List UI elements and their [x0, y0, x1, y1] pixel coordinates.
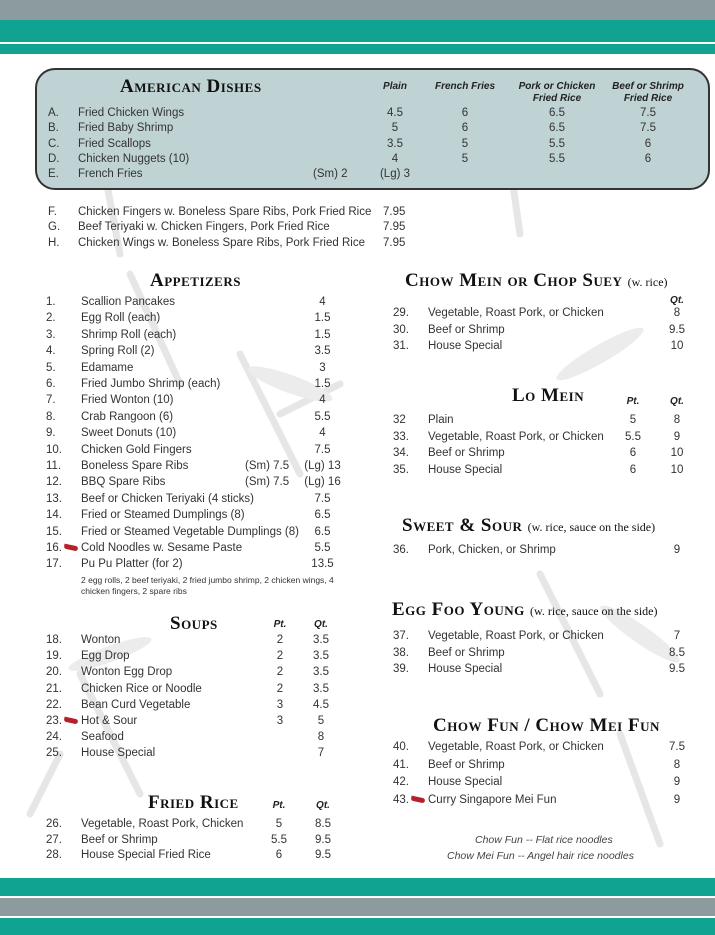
menu-price: 7.5: [314, 443, 331, 456]
menu-price: 7.95: [383, 206, 406, 218]
appetizers-title: Appetizers: [150, 270, 241, 291]
menu-row: [0, 237, 715, 253]
menu-price: 9.5: [669, 663, 685, 675]
menu-n: 12.: [46, 476, 62, 489]
menu-qt: 10: [670, 340, 684, 352]
menu-price: 9: [673, 776, 681, 788]
menu-row: [0, 122, 715, 138]
menu-name: Vegetable, Roast Pork, or Chicken: [428, 430, 604, 443]
menu-beef: 7.5: [640, 122, 656, 135]
col-pork-chicken: Pork or Chicken Fried Rice: [518, 81, 596, 104]
menu-name: House Special: [428, 340, 503, 352]
menu-name: Crab Rangoon (6): [81, 410, 174, 423]
menu-name: Chicken Fingers w. Boneless Spare Ribs, Pork Fried Rice: [78, 206, 372, 218]
menu-id: A.: [48, 107, 59, 119]
chowfun-title: Chow Fun / Chow Mei Fun: [433, 715, 660, 736]
menu-n: 10.: [46, 443, 62, 456]
menu-n: 16.: [46, 542, 78, 554]
menu-ff: 5: [461, 152, 469, 165]
menu-price: 5.5: [314, 410, 331, 423]
menu-n: 19.: [46, 650, 62, 663]
sweetsour-sub: (w. rice, sauce on the side): [527, 520, 656, 534]
menu-pt: 6: [629, 447, 637, 459]
menu-name: Fried Jumbo Shrimp (each): [81, 378, 221, 390]
menu-qt: 9.5: [315, 849, 331, 861]
menu-price: 7.95: [383, 236, 406, 249]
menu-name: Fried Scallops: [78, 137, 151, 150]
menu-name: House Special: [428, 776, 503, 788]
menu-qt: 3.5: [313, 666, 329, 679]
menu-pt: 3: [276, 698, 284, 711]
menu-pork: 6.5: [549, 122, 565, 135]
menu-n: 1.: [46, 296, 56, 308]
menu-row: [0, 558, 715, 574]
menu-pt: 2: [276, 634, 284, 646]
top-band-teal: [0, 20, 715, 42]
menu-pt: 3: [276, 715, 284, 727]
menu-row: [0, 683, 715, 699]
menu-qt: 8: [673, 414, 681, 426]
menu-name: Wonton: [81, 634, 121, 646]
menu-name: Bean Curd Vegetable: [81, 698, 191, 711]
menu-n: 15.: [46, 525, 62, 538]
menu-pt: 6: [275, 849, 283, 861]
menu-n: 39.: [393, 663, 409, 675]
menu-name: Pu Pu Platter (for 2): [81, 558, 183, 571]
menu-n: 23.: [46, 715, 78, 727]
menu-n: 33.: [393, 430, 409, 443]
menu-row: [0, 794, 715, 810]
menu-n: 2.: [46, 312, 56, 325]
menu-n: 35.: [393, 463, 409, 476]
menu-name: Wonton Egg Drop: [81, 666, 173, 679]
menu-qt: 8.5: [315, 818, 331, 830]
sweetsour-title-text: Sweet & Sour: [402, 515, 523, 536]
menu-name: Shrimp Roll (each): [81, 328, 177, 341]
menu-id: B.: [48, 122, 59, 135]
menu-id: C.: [48, 137, 60, 150]
top-band-stripe: [0, 42, 715, 54]
menu-plain: 4: [391, 152, 399, 165]
menu-qt: 10: [670, 463, 684, 476]
menu-pt: 5: [275, 818, 283, 830]
lomein-title: Lo Mein: [512, 385, 585, 406]
menu-name: Plain: [428, 414, 454, 426]
menu-price: 4: [319, 427, 326, 440]
chowmein-title-text: Chow Mein or Chop Suey: [405, 270, 623, 291]
bottom-band-teal2: [0, 918, 715, 935]
menu-row: [0, 378, 715, 394]
menu-n: 13.: [46, 492, 62, 505]
menu-name: Vegetable, Roast Pork, or Chicken: [428, 630, 604, 642]
menu-id: H.: [48, 236, 60, 249]
menu-price: 3.5: [314, 345, 331, 358]
menu-row: [0, 464, 715, 480]
menu-n: 36.: [393, 544, 409, 556]
menu-n: 37.: [393, 630, 409, 642]
friedrice-qt: Qt.: [316, 800, 330, 811]
menu-n: 43.: [393, 794, 425, 806]
menu-name: Vegetable, Roast Pork, or Chicken: [428, 307, 604, 319]
menu-n: 31.: [393, 340, 409, 352]
col-beef-shrimp: Beef or Shrimp Fried Rice: [612, 81, 684, 104]
menu-pork: 5.5: [549, 152, 565, 165]
menu-price: 7.95: [383, 221, 406, 234]
menu-qt: 7: [317, 747, 325, 760]
menu-name: Vegetable, Roast Pork, Chicken: [81, 818, 244, 830]
soups-title: Soups: [170, 613, 218, 634]
menu-row: [0, 818, 715, 834]
eggfoo-title-text: Egg Foo Young: [392, 599, 525, 620]
menu-n: 41.: [393, 758, 409, 771]
menu-row: [0, 663, 715, 679]
menu-n: 24.: [46, 731, 62, 744]
menu-name: Chicken Rice or Noodle: [81, 682, 202, 695]
menu-name: Egg Roll (each): [81, 312, 161, 325]
menu-n: 18.: [46, 634, 62, 646]
menu-price: 7: [673, 630, 681, 642]
menu-name: Chicken Gold Fingers: [81, 443, 192, 456]
menu-qt: 5: [317, 715, 325, 727]
menu-row: [0, 138, 715, 154]
menu-n: 4.: [46, 345, 56, 358]
menu-pt: 5.5: [271, 833, 287, 846]
menu-row: [0, 414, 715, 430]
menu-qt: 3.5: [313, 650, 329, 663]
spicy-pepper-icon: [411, 796, 426, 804]
menu-name: Fried or Steamed Dumplings (8): [81, 509, 245, 522]
menu-pt: 2: [276, 666, 284, 679]
menu-n: 20.: [46, 666, 62, 679]
menu-price: 5.5: [314, 542, 331, 554]
menu-row: [0, 647, 715, 663]
menu-sm: (Sm) 7.5: [245, 460, 290, 472]
menu-name: House Special: [428, 463, 503, 476]
menu-name: Beef or Shrimp: [428, 758, 505, 771]
menu-row: [0, 431, 715, 447]
menu-n: 9.: [46, 427, 56, 440]
chowmein-qt: Qt.: [670, 295, 684, 306]
menu-pt: 2: [276, 682, 284, 695]
menu-row: [0, 741, 715, 760]
menu-n: 26.: [46, 818, 62, 830]
menu-row: [0, 447, 715, 463]
menu-name: Curry Singapore Mei Fun: [428, 793, 557, 806]
menu-qt: 9.5: [669, 323, 685, 336]
menu-name: House Special Fried Rice: [81, 849, 211, 861]
menu-row: [0, 221, 715, 237]
chowfun-note1: Chow Fun -- Flat rice noodles: [475, 834, 613, 846]
menu-plain: 3.5: [387, 137, 403, 150]
menu-row: [0, 324, 715, 340]
menu-qt: 8: [317, 731, 325, 744]
menu-sm: (Sm) 2: [313, 168, 348, 181]
menu-qt: 3.5: [313, 634, 329, 646]
menu-beef: 6: [644, 137, 652, 150]
menu-price: 8: [673, 758, 681, 771]
menu-n: 8.: [46, 410, 56, 423]
menu-name: Beef or Shrimp: [428, 646, 505, 659]
menu-row: [0, 776, 715, 792]
pupu-note: 2 egg rolls, 2 beef teriyaki, 2 fried jumbo shrimp, 2 chicken wings, 4 chicken fingers, 2 spare ribs: [81, 575, 334, 596]
menu-price: 1.5: [314, 328, 331, 341]
bottom-band-teal: [0, 878, 715, 896]
menu-name: Edamame: [81, 361, 134, 374]
menu-pt: 5.5: [625, 430, 641, 443]
menu-n: 7.: [46, 394, 56, 407]
menu-price: 9: [673, 793, 681, 806]
menu-row: [0, 544, 715, 560]
menu-name: Cold Noodles w. Sesame Paste: [81, 542, 243, 554]
friedrice-title: Fried Rice: [148, 792, 239, 813]
menu-id: F.: [48, 206, 57, 218]
menu-name: House Special: [81, 747, 156, 760]
menu-n: 38.: [393, 646, 409, 659]
menu-price: 6.5: [314, 509, 331, 522]
menu-beef: 6: [644, 152, 652, 165]
menu-n: 30.: [393, 323, 409, 336]
menu-n: 27.: [46, 833, 62, 846]
menu-n: 40.: [393, 741, 409, 753]
spicy-pepper-icon: [64, 717, 79, 725]
sweetsour-title: [402, 515, 655, 537]
menu-n: 21.: [46, 682, 62, 695]
menu-n: 34.: [393, 447, 409, 459]
menu-n: 29.: [393, 307, 409, 319]
menu-name: Spring Roll (2): [81, 345, 155, 358]
menu-name: Beef or Shrimp: [428, 323, 505, 336]
american-title: American Dishes: [120, 76, 262, 97]
menu-plain: 4.5: [387, 107, 403, 119]
menu-pork: 6.5: [549, 107, 565, 119]
col-plain: Plain: [383, 81, 407, 92]
lomein-pt: Pt.: [626, 396, 640, 407]
menu-price: 1.5: [314, 378, 331, 390]
menu-row: [0, 493, 715, 509]
menu-pt: 5: [629, 414, 637, 426]
menu-qt: 10: [670, 447, 684, 459]
menu-price: 4: [319, 394, 326, 407]
menu-qt: 4.5: [313, 698, 329, 711]
menu-name: Beef Teriyaki w. Chicken Fingers, Pork Fried Rice: [78, 221, 330, 234]
menu-row: [0, 153, 715, 169]
eggfoo-title: [392, 599, 658, 621]
menu-price: 13.5: [311, 558, 334, 571]
menu-price: 8.5: [669, 646, 685, 659]
top-band-gray: [0, 0, 715, 20]
col-french-fries: French Fries: [434, 81, 496, 92]
menu-price: 6.5: [314, 525, 331, 538]
menu-n: 22.: [46, 698, 62, 711]
menu-n: 3.: [46, 328, 56, 341]
menu-n: 11.: [46, 460, 62, 472]
menu-name: Hot & Sour: [81, 715, 138, 727]
eggfoo-sub: (w. rice, sauce on the side): [530, 604, 658, 618]
menu-row: [0, 168, 715, 184]
menu-plain: (Lg) 3: [379, 168, 411, 181]
lomein-qt: Qt.: [670, 396, 684, 407]
menu-qt: 9.5: [315, 833, 331, 846]
menu-name: Boneless Spare Ribs: [81, 460, 189, 472]
menu-name: Chicken Wings w. Boneless Spare Ribs, Pork Fried Rice: [78, 236, 365, 249]
menu-beef: 7.5: [640, 107, 656, 119]
menu-row: [0, 206, 715, 222]
menu-row: [0, 394, 715, 410]
menu-name: Beef or Shrimp: [81, 833, 158, 846]
menu-price: 4: [319, 296, 326, 308]
menu-pt: 2: [276, 650, 284, 663]
menu-name: Scallion Pancakes: [81, 296, 175, 308]
menu-n: 42.: [393, 776, 409, 788]
menu-name: Fried Baby Shrimp: [78, 122, 174, 135]
menu-plain: 5: [391, 122, 399, 135]
menu-pork: 5.5: [549, 137, 565, 150]
chowmein-sub: (w. rice): [627, 275, 668, 289]
menu-name: Seafood: [81, 731, 124, 744]
menu-name: Sweet Donuts (10): [81, 427, 177, 440]
menu-n: 32: [393, 414, 406, 426]
soups-pt: Pt.: [273, 619, 287, 630]
menu-id: D.: [48, 152, 60, 165]
menu-row: [0, 362, 715, 378]
menu-row: [0, 340, 715, 356]
menu-row: [0, 107, 715, 123]
menu-price: 7.5: [669, 741, 685, 753]
menu-qt: 3.5: [313, 682, 329, 695]
menu-name: BBQ Spare Ribs: [81, 476, 166, 489]
menu-name: Pork, Chicken, or Shrimp: [428, 544, 556, 556]
menu-n: 14.: [46, 509, 62, 522]
menu-pt: 6: [629, 463, 637, 476]
menu-row: [0, 307, 715, 323]
menu-row: [0, 699, 715, 715]
menu-n: 6.: [46, 378, 56, 390]
menu-name: Fried Wonton (10): [81, 394, 174, 407]
menu-sm: (Sm) 7.5: [245, 476, 290, 489]
menu-price: 3: [319, 361, 326, 374]
menu-row: [0, 759, 715, 775]
menu-name: Egg Drop: [81, 650, 130, 663]
menu-n: 28.: [46, 849, 62, 861]
menu-n: 17.: [46, 558, 62, 571]
menu-name: House Special: [428, 663, 503, 675]
menu-qt: 9: [673, 430, 681, 443]
menu-name: Fried or Steamed Vegetable Dumplings (8): [81, 525, 299, 538]
menu-price: 1.5: [314, 312, 331, 325]
menu-id: G.: [48, 221, 61, 234]
menu-name: Beef or Chicken Teriyaki (4 sticks): [81, 492, 254, 505]
menu-price: 9: [673, 544, 681, 556]
menu-id: E.: [48, 168, 59, 181]
menu-n: 5.: [46, 361, 56, 374]
menu-ff: 5: [461, 137, 469, 150]
menu-price: (Lg) 13: [304, 460, 341, 472]
menu-name: Fried Chicken Wings: [78, 107, 185, 119]
chowmein-title: [405, 270, 668, 292]
friedrice-pt: Pt.: [272, 800, 286, 811]
menu-row: [0, 630, 715, 646]
menu-ff: 6: [461, 107, 469, 119]
bottom-band-gray: [0, 898, 715, 916]
menu-price: (Lg) 16: [304, 476, 341, 489]
menu-qt: 8: [673, 307, 681, 319]
menu-price: 7.5: [314, 492, 331, 505]
menu-ff: 6: [461, 122, 469, 135]
menu-name: Chicken Nuggets (10): [78, 152, 190, 165]
menu-name: Vegetable, Roast Pork, or Chicken: [428, 741, 604, 753]
menu-name: French Fries: [78, 168, 143, 181]
soups-qt: Qt.: [314, 619, 328, 630]
chowfun-note2: Chow Mei Fun -- Angel hair rice noodles: [447, 850, 634, 862]
menu-name: Beef or Shrimp: [428, 447, 505, 459]
menu-n: 25.: [46, 747, 62, 760]
